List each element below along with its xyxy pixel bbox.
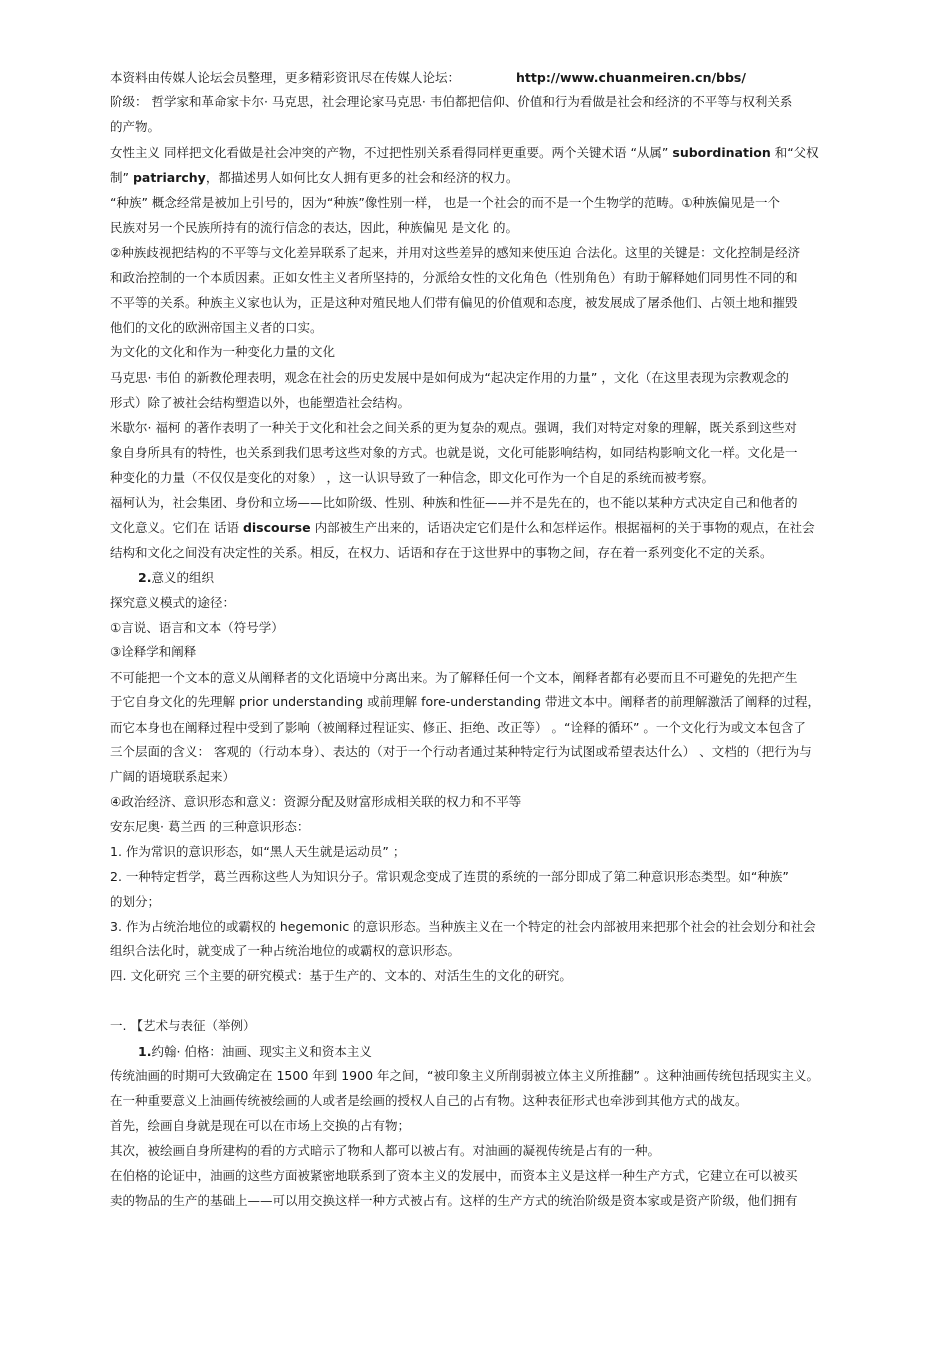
text-line: ②种族歧视把结构的不平等与文化差异联系了起来，并用对这些差异的感知来使压迫 合法化。这里的关键是：文化控制是经济 xyxy=(110,245,801,260)
text-line: 马克思· 韦伯 的新教伦理表明，观念在社会的历史发展中是如何成为“起决定作用的力量” ，文化（在这里表现为宗教观念的 xyxy=(110,370,789,385)
text-line: 民族对另一个民族所持有的流行信念的表达，因此，种族偏见 是文化 的。 xyxy=(110,220,518,235)
text-line: ④政治经济、意识形态和意义：资源分配及财富形成相关联的权力和不平等 xyxy=(110,794,522,809)
text-line: 首先，绘画自身就是现在可以在市场上交换的占有物； xyxy=(110,1118,411,1133)
text-line: 探究意义模式的途径： xyxy=(110,595,236,610)
text-line: 不可能把一个文本的意义从阐释者的文化语境中分离出来。为了解释任何一个文本，阐释者都有必要而且不可避免的先把产生 xyxy=(110,670,798,685)
text-line: 阶级： 哲学家和革命家卡尔· 马克思，社会理论家马克思· 韦伯都把信仰、价值和行为看做是社会和经济的不平等与权利关系 xyxy=(110,94,793,109)
text-line: “种族” 概念经常是被加上引号的，因为“种族”像性别一样， 也是一个社会的而不是一个生物学的范畴。①种族偏见是一个 xyxy=(110,195,781,210)
text-line: 的产物。 xyxy=(110,119,161,134)
text-line: 2. 一种特定哲学，葛兰西称这些人为知识分子。常识观念变成了连贯的系统的一部分即成了第二种意识形态类型。如“种族” xyxy=(110,869,789,884)
text-line: 种变化的力量（不仅仅是变化的对象） ，这一认识导致了一种信念，即文化可作为一个自足的系统而被考察。 xyxy=(110,470,714,485)
text-line: 传统油画的时期可大致确定在 1500 年到 1900 年之间，“被印象主义所削弱被立体主义所推翻” 。这种油画传统包括现实主义。 xyxy=(110,1068,819,1083)
text-line: 于它自身文化的先理解 prior understanding 或前理解 fore-understanding 带进文本中。阐释者的前理解激活了阐释的过程， xyxy=(110,694,821,709)
text-line: 四. 文化研究 三个主要的研究模式：基于生产的、文本的、对活生生的文化的研究。 xyxy=(110,968,572,983)
text-line: 三个层面的含义： 客观的（行动本身）、表达的（对于一个行动者通过某种特定行为试图或希望表达什么） 、文档的（把行为与 xyxy=(110,744,812,759)
header-line xyxy=(110,70,746,86)
text-line: 2.意义的组织 xyxy=(138,570,214,585)
text-line: 女性主义 同样把文化看做是社会冲突的产物，不过把性别关系看得同样更重要。两个关键术语 “从属” subordination 和“父权 xyxy=(110,145,819,160)
text-line: 结构和文化之间没有决定性的关系。相反，在权力、话语和存在于这世界中的事物之间，存在着一系列变化不定的关系。 xyxy=(110,545,773,560)
text-line: 安东尼奥· 葛兰西 的三种意识形态： xyxy=(110,819,310,834)
text-line: 的划分； xyxy=(110,894,161,909)
text-line: 1. 作为常识的意识形态，如“黑人天生就是运动员” ； xyxy=(110,844,406,859)
text-line: 象自身所具有的特性，也关系到我们思考这些对象的方式。也就是说，文化可能影响结构，如同结构影响文化一样。文化是一 xyxy=(110,445,798,460)
text-line: 不平等的关系。种族主义家也认为，正是这种对殖民地人们带有偏见的价值观和态度，被发展成了屠杀他们、占领土地和摧毁 xyxy=(110,295,798,310)
text-line: 文化意义。它们在 话语 discourse 内部被生产出来的，话语决定它们是什么和怎样运作。根据福柯的关于事物的观点，在社会 xyxy=(110,520,815,535)
text-line: 组织合法化时，就变成了一种占统治地位的或霸权的意识形态。 xyxy=(110,943,461,958)
text-line: 3. 作为占统治地位的或霸权的 hegemonic 的意识形态。当种族主义在一个特定的社会内部被用来把那个社会的社会划分和社会 xyxy=(110,919,816,934)
text-line: 和政治控制的一个本质因素。正如女性主义者所坚持的，分派给女性的文化角色（性别角色）有助于解释她们同男性不同的和 xyxy=(110,270,798,285)
header-text: 本资料由传媒人论坛会员整理，更多精彩资讯尽在传媒人论坛： xyxy=(110,70,461,85)
text-line: 广阔的语境联系起来） xyxy=(110,769,236,784)
text-line: 制” patriarchy，都描述男人如何比女人拥有更多的社会和经济的权力。 xyxy=(110,170,519,185)
text-line: 1.约翰· 伯格：油画、现实主义和资本主义 xyxy=(138,1044,372,1059)
header-url[interactable]: http://www.chuanmeiren.cn/bbs/ xyxy=(516,70,746,85)
text-line: 在一种重要意义上油画传统被绘画的人或者是绘画的授权人自己的占有物。这种表征形式也牵涉到其他方式的战友。 xyxy=(110,1093,748,1108)
text-line: 福柯认为，社会集团、身份和立场——比如阶级、性别、种族和性征——并不是先在的，也不能以某种方式决定自己和他者的 xyxy=(110,495,798,510)
text-line: 而它本身也在阐释过程中受到了影响（被阐释过程证实、修正、拒绝、改正等） 。“诠释的循环” 。一个文化行为或文本包含了 xyxy=(110,720,806,735)
text-line: 其次，被绘画自身所建构的看的方式暗示了物和人都可以被占有。对油画的凝视传统是占有的一种。 xyxy=(110,1143,661,1158)
text-line: ③诠释学和阐释 xyxy=(110,644,197,659)
text-line: 他们的文化的欧洲帝国主义者的口实。 xyxy=(110,320,323,335)
text-line: 在伯格的论证中，油画的这些方面被紧密地联系到了资本主义的发展中，而资本主义是这样一种生产方式，它建立在可以被买 xyxy=(110,1168,798,1183)
text-line: 米歇尔· 福柯 的著作表明了一种关于文化和社会之间关系的更为复杂的观点。强调，我们对特定对象的理解，既关系到这些对 xyxy=(110,420,797,435)
text-line: 卖的物品的生产的基础上——可以用交换这样一种方式被占有。这样的生产方式的统治阶级是资本家或是资产阶级，他们拥有 xyxy=(110,1193,798,1208)
text-line: 一. 【艺术与表征（举例） xyxy=(110,1018,256,1033)
text-line: 为文化的文化和作为一种变化力量的文化 xyxy=(110,344,336,359)
text-line: 形式）除了被社会结构塑造以外，也能塑造社会结构。 xyxy=(110,395,411,410)
text-line: ①言说、语言和文本（符号学） xyxy=(110,620,284,635)
